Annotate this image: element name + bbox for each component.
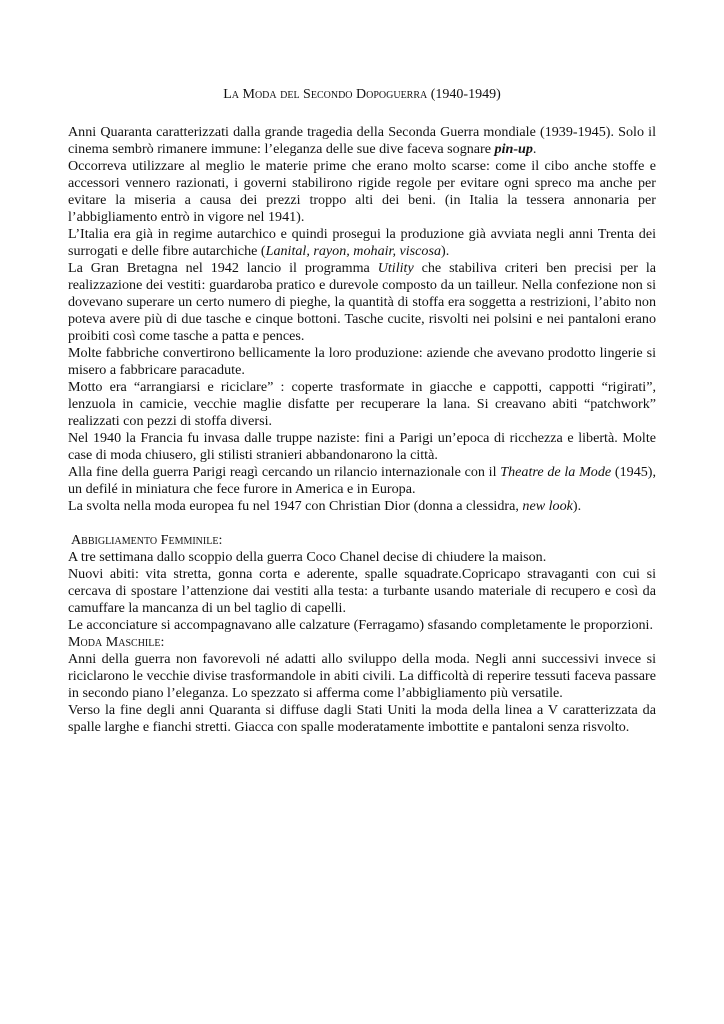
pin-up-emphasis: pin-up <box>494 141 533 157</box>
intro-paragraph-4-start: La Gran Bretagna nel 1942 lancio il programma <box>68 260 378 276</box>
intro-paragraph-1-text: Anni Quaranta caratterizzati dalla grande tragedia della Seconda Guerra mondiale (1939-1945). Solo il cinema sembrò rimanere immune: l’eleganza delle sue dive faceva sognare <box>68 124 656 157</box>
women-paragraph-3: Le acconciature si accompagnavano alle calzature (Ferragamo) sfasando completamente le proporzioni. <box>68 617 654 633</box>
intro-paragraph-4 <box>68 260 656 345</box>
men-paragraph-2: Verso la fine degli anni Quaranta si diffuse dagli Stati Uniti la moda della linea a V caratterizzata da spalle larghe e fianchi stretti. Giacca con spalle moderatamente imbottite e pantaloni senza risvolto. <box>68 702 656 735</box>
intro-paragraph-1-end: . <box>532 141 537 157</box>
document-page <box>68 86 656 736</box>
intro-paragraph-4-rest: che stabiliva criteri ben precisi per la realizzazione dei vestiti: guardaroba pratico e durevole composto da un tailleur. Nella confezione non si dovevano superare un certo numero di pieghe, la quantità di stoffa era soggetta a restrizioni, l’abito non poteva avere più di due tasche e cinque bottoni. Tasche cucite, risvolti nei polsini e nei pantaloni erano proibiti così come tasche a patta e pences. <box>68 260 657 344</box>
intro-paragraph-8-start: Alla fine della guerra Parigi reagì cercando un rilancio internazionale con il <box>68 464 501 480</box>
men-paragraph-1: Anni della guerra non favorevoli né adatti allo sviluppo della moda. Negli anni successivi invece si riciclarono le vecchie divise trasformandole in abiti civili. La difficoltà di reperire tessuti faceva passare in secondo piano l’eleganza. Lo spezzato si afferma come l’abbigliamento più versatile. <box>68 651 656 701</box>
intro-paragraph-3-text: L’Italia era già in regime autarchico e quindi prosegui la produzione già avviata negli anni Trenta dei surrogati e delle fibre autarchiche ( <box>68 226 656 259</box>
intro-paragraph-5: Molte fabbriche convertirono bellicamente la loro produzione: aziende che avevano prodotto lingerie si misero a fabbricare paracadute. <box>68 345 656 378</box>
theatre-emphasis: Theatre de la Mode <box>500 464 612 480</box>
intro-paragraph-9-start: La svolta nella moda europea fu nel 1947 con Christian Dior (donna a clessidra, <box>68 498 523 514</box>
fibers-emphasis: Lanital, rayon, mohair, viscosa <box>265 243 442 259</box>
intro-paragraph-8-rest: (1945), un defilé in miniatura che fece furore in America e in Europa. <box>68 464 657 497</box>
new-look-emphasis: new look <box>522 498 573 514</box>
document-title <box>68 86 656 103</box>
intro-paragraph-3 <box>68 226 656 260</box>
intro-paragraph-9-end: ). <box>572 498 582 514</box>
intro-paragraph-3-end: ). <box>441 243 450 259</box>
intro-paragraph-8 <box>68 464 656 498</box>
intro-paragraph-1 <box>68 124 656 158</box>
intro-paragraph-2: Occorreva utilizzare al meglio le materie prime che erano molto scarse: come il cibo anche stoffe e accessori vennero razionati, i governi stabilirono rigide regole per evitare ogni spreco ma anche per evitare la miseria a causa dei prezzi troppo alti dei beni. (in Italia la tessera annonaria per l’abbigliamento entrò in vigore nel 1941). <box>68 158 656 225</box>
intro-paragraph-9 <box>68 498 656 515</box>
men-heading: Moda Maschile: <box>68 634 165 650</box>
women-heading: Abbigliamento Femminile: <box>71 532 223 548</box>
section-gap <box>68 515 656 532</box>
intro-paragraph-7: Nel 1940 la Francia fu invasa dalle truppe naziste: fini a Parigi un’epoca di ricchezza e libertà. Molte case di moda chiusero, gli stilisti stranieri abbandonarono la città. <box>68 430 656 463</box>
intro-paragraph-6: Motto era “arrangiarsi e riciclare” : coperte trasformate in giacche e cappotti, cappotti “rigirati”, lenzuola in camicie, vecchie maglie disfatte per recuperare la lana. Si creavano abiti “patchwork” realizzati con pezzi di stoffa diversi. <box>68 379 656 429</box>
utility-emphasis: Utility <box>377 260 414 276</box>
title-main: La Moda del Secondo Dopoguerra <box>223 87 428 102</box>
women-paragraph-2: Nuovi abiti: vita stretta, gonna corta e aderente, spalle squadrate.Copricapo stravaganti con cui si cercava di spostare l’attenzione dai vestiti alla testa: a turbante usando materiale di recupero e così da camuffare la mancanza di un bel taglio di capelli. <box>68 566 656 616</box>
title-years: (1940-1949) <box>430 87 501 102</box>
women-paragraph-1: A tre settimana dallo scoppio della guerra Coco Chanel decise di chiudere la maison. <box>68 549 547 565</box>
